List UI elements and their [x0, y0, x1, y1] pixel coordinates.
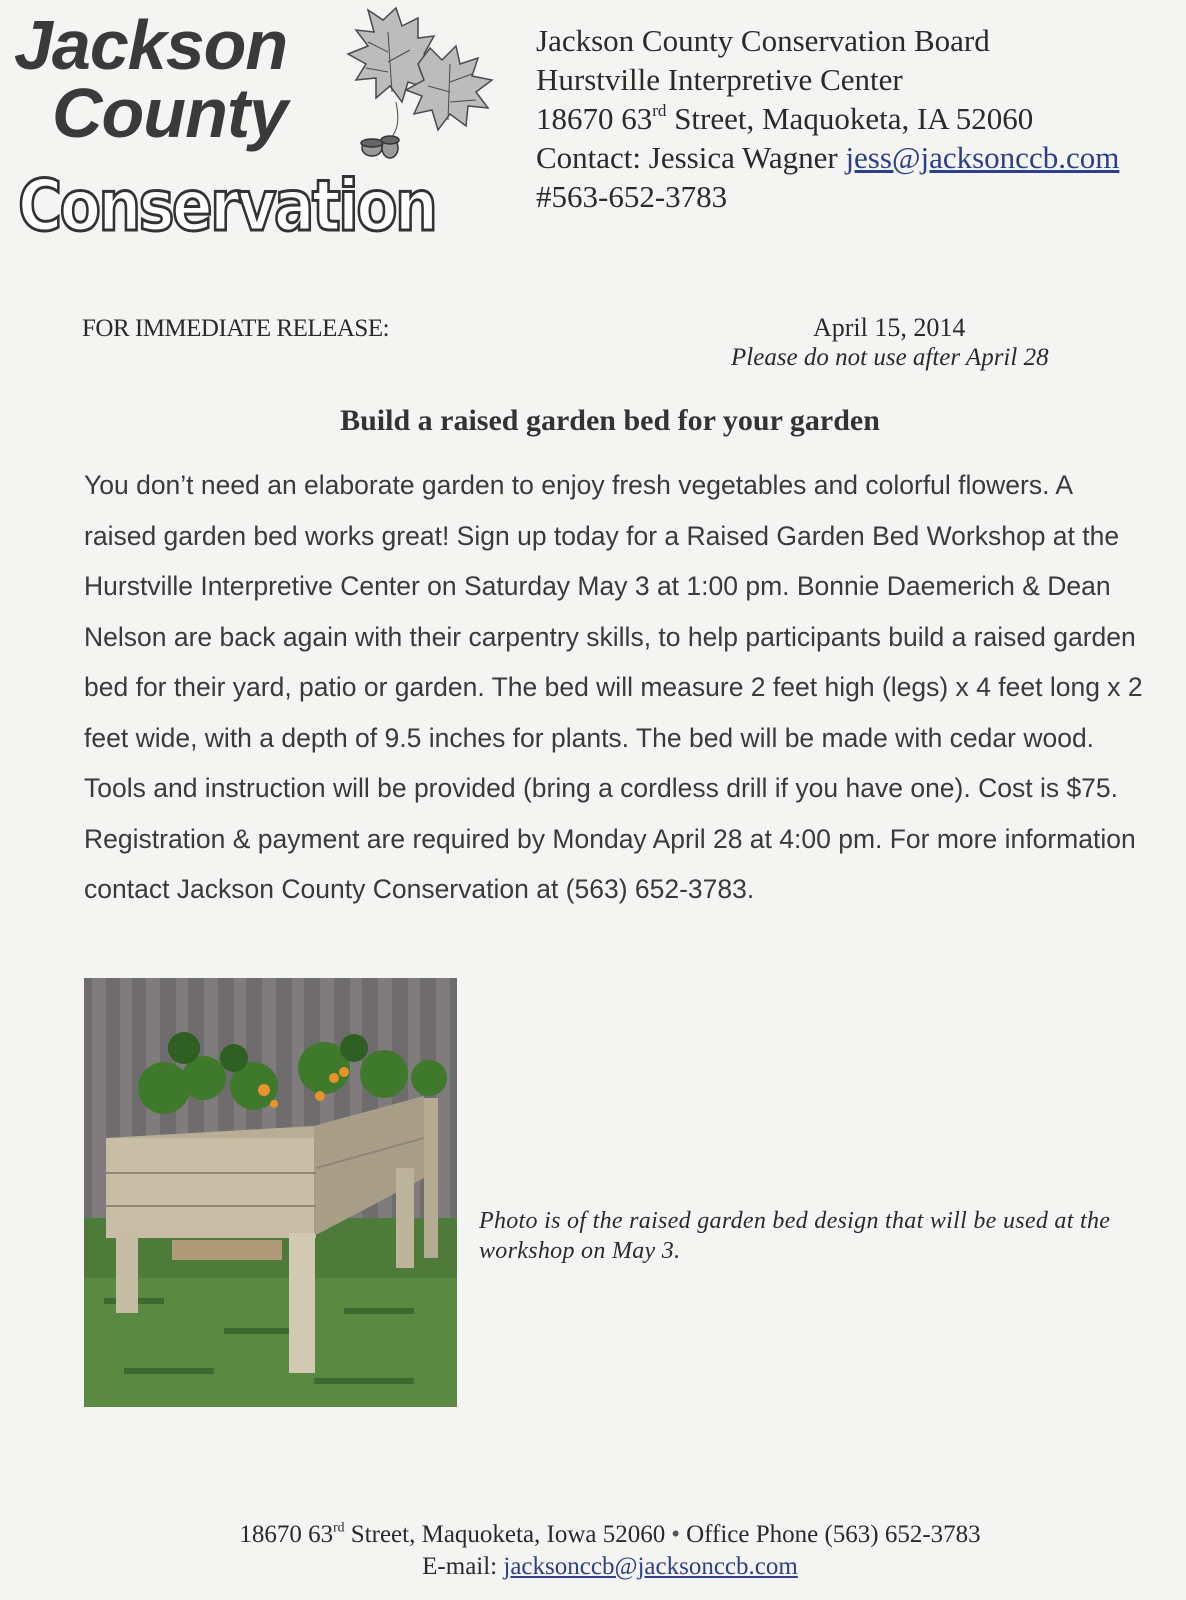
header-contact	[536, 139, 1119, 177]
logo-text-county: County	[52, 74, 288, 152]
logo-text-jackson: Jackson	[14, 6, 288, 84]
body-paragraph: You don’t need an elaborate garden to enjoy fresh vegetables and colorful flowers. A raised garden bed works great! Sign up today for a Raised Garden Bed Workshop at the Hurstville Interpretive Center on Saturday May 3 at 1:00 pm. Bonnie Daemerich & Dean Nelson are back again with their carpentry skills, to help participants build a raised garden bed for their yard, patio or garden. The bed will measure 2 feet high (legs) x 4 feet long x 2 feet wide, with a depth of 9.5 inches for plants. The bed will be made with cedar wood. Tools and instruction will be provided (bring a cordless drill if you have one). Cost is $75. Registration & payment are required by Monday April 28 at 4:00 pm. For more information contact Jackson County Conservation at (563) 652-3783.	[84, 470, 1143, 904]
header-address-number: 18670 63	[536, 101, 653, 136]
header-contact-name: Contact: Jessica Wagner	[536, 140, 846, 175]
logo-text-conservation: Conservation	[18, 165, 436, 247]
photo-caption: Photo is of the raised garden bed design that will be used at the workshop on May 3.	[479, 1208, 1111, 1264]
raised-garden-bed-photo	[84, 978, 457, 1407]
header-center-name: Hurstville Interpretive Center	[536, 62, 903, 97]
footer-address-rest: Street, Maquoketa, Iowa 52060	[344, 1521, 666, 1548]
footer-address-line	[0, 1521, 1186, 1549]
footer-email-line	[0, 1553, 1186, 1581]
release-date: April 15, 2014	[813, 313, 966, 342]
release-embargo-note: Please do not use after April 28	[731, 344, 1049, 371]
header-address-rest: Street, Maquoketa, IA 52060	[666, 101, 1034, 136]
headline: Build a raised garden bed for your garden	[340, 404, 880, 437]
footer-address-number: 18670 63	[239, 1521, 334, 1548]
header-board-name: Jackson County Conservation Board	[536, 23, 990, 58]
header-phone: #563-652-3783	[536, 179, 728, 214]
footer-address-suffix: rd	[333, 1519, 345, 1535]
oak-leaf-logo-icon	[338, 2, 498, 167]
header-address	[536, 100, 1033, 138]
release-label: FOR IMMEDIATE RELEASE:	[82, 315, 390, 342]
header-address-suffix: rd	[652, 101, 667, 121]
footer-email-link[interactable]: jacksonccb@jacksonccb.com	[503, 1553, 798, 1580]
footer-office-phone: Office Phone (563) 652-3783	[686, 1521, 981, 1548]
footer-email-label: E-mail:	[422, 1553, 504, 1580]
header-contact-email-link[interactable]: jess@jacksonccb.com	[845, 140, 1120, 175]
footer-bullet: •	[671, 1521, 681, 1548]
